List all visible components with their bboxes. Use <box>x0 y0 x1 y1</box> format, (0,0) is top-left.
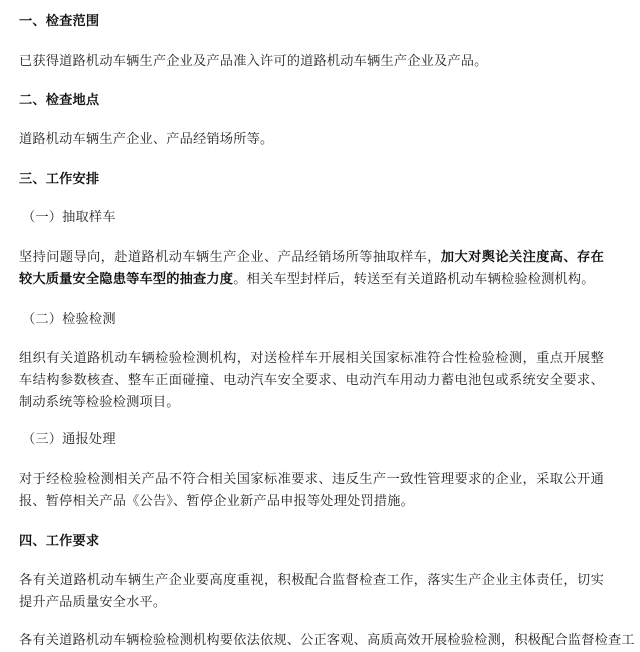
subsection-body-sampling <box>19 247 604 291</box>
sampling-text-emphasis: 加大对舆论关注度高、存在较大质量安全隐患等车型的抽查力度 <box>19 250 604 287</box>
section-heading-requirements: 四、工作要求 <box>19 534 100 549</box>
section-heading-location: 二、检查地点 <box>19 93 100 108</box>
section-heading-arrangement: 三、工作安排 <box>19 172 100 187</box>
subsection-heading-sampling: （一）抽取样车 <box>22 210 116 225</box>
sampling-text-end: 。相关车型封样后，转送至有关道路机动车辆检验检测机构。 <box>233 272 595 287</box>
subsection-body-notification: 对于经检验检测相关产品不符合相关国家标准要求、违反生产一致性管理要求的企业，采取公开通报、暂停相关产品《公告》、暂停企业新产品申报等处理处罚措施。 <box>19 472 604 509</box>
section-body-location: 道路机动车辆生产企业、产品经销场所等。 <box>19 132 274 147</box>
sampling-text-start: 坚持问题导向，赴道路机动车辆生产企业、产品经销场所等抽取样车， <box>19 250 441 265</box>
subsection-body-testing: 组织有关道路机动车辆检验检测机构，对送检样车开展相关国家标准符合性检验检测，重点开展整车结构参数核查、整车正面碰撞、电动汽车安全要求、电动汽车用动力蓄电池包或系统安全要求、制动系统等检验检测项目。 <box>19 351 604 410</box>
section-body-requirements-cutoff: 各有关道路机动车辆检验检测机构要依法依规、公正客观、高质高效开展检验检测，积极配合监督检查工 <box>19 633 635 648</box>
section-body-requirements: 各有关道路机动车辆生产企业要高度重视，积极配合监督检查工作，落实生产企业主体责任，切实提升产品质量安全水平。 <box>19 573 604 610</box>
section-heading-scope: 一、检查范围 <box>19 14 100 29</box>
section-body-scope: 已获得道路机动车辆生产企业及产品准入许可的道路机动车辆生产企业及产品。 <box>19 54 488 69</box>
subsection-heading-notification: （三）通报处理 <box>22 432 116 447</box>
subsection-heading-testing: （二）检验检测 <box>22 312 116 327</box>
